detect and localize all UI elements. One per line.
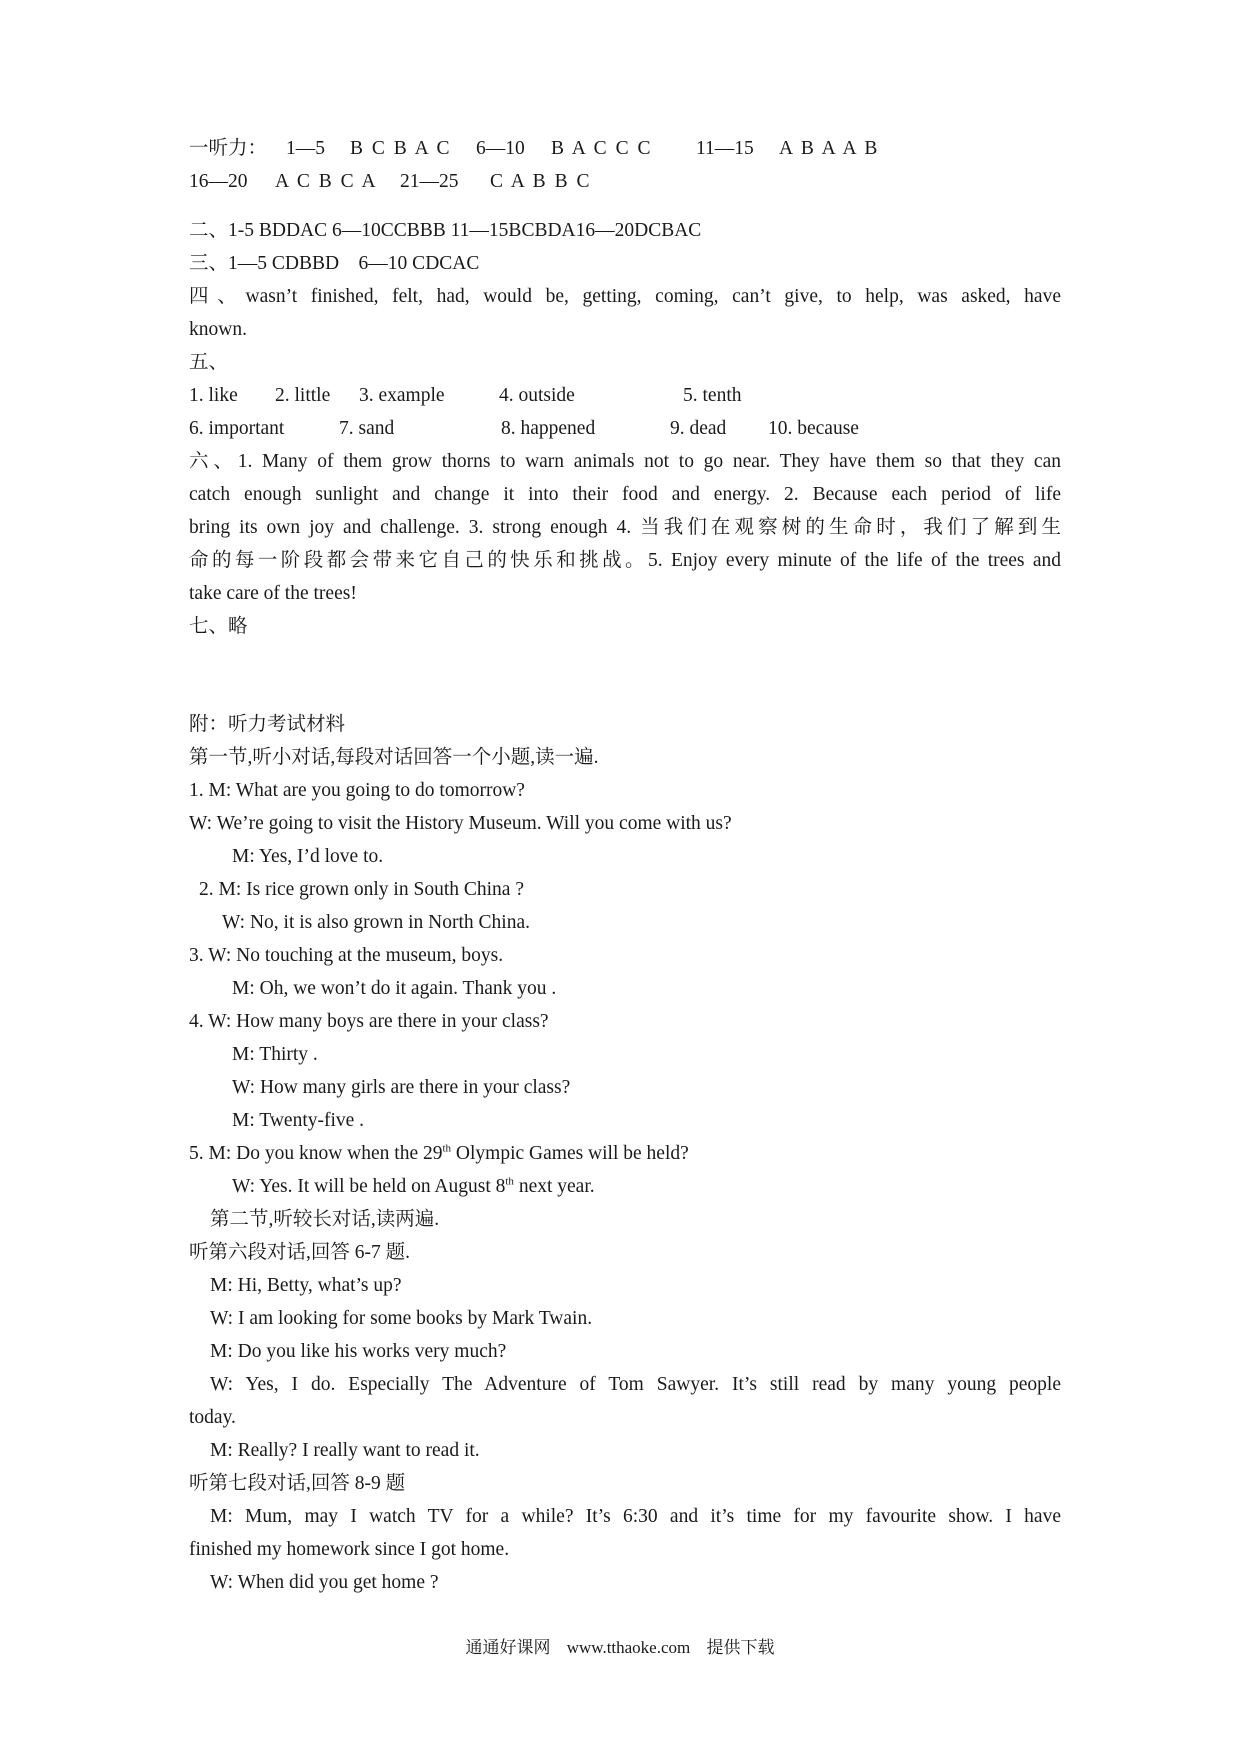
answers-21-25: C A B B C xyxy=(490,171,592,192)
section-6-answers: bring its own joy and challenge. 3. strong enough 4. 当我们在观察树的生命时，我们了解到生 xyxy=(189,517,1061,538)
dialogue-line: 2. M: Is rice grown only in South China ? xyxy=(199,879,524,900)
dialogue-line: W: I am looking for some books by Mark Twain. xyxy=(210,1308,593,1329)
range-21-25: 21—25 xyxy=(400,171,459,192)
dialogue-line: W: When did you get home ? xyxy=(210,1572,439,1593)
transcript-title: 附：听力考试材料 xyxy=(189,714,346,735)
section-4-answers-cont: known. xyxy=(189,319,247,340)
dialogue-line: W: We’re going to visit the History Museum. Will you come with us? xyxy=(189,813,732,834)
footer-site-name: 通通好课网 xyxy=(465,1638,551,1657)
word-answer: 1. like xyxy=(189,385,238,406)
dialogue-line xyxy=(232,1174,595,1200)
answers-6-10: B A C C C xyxy=(551,138,653,159)
dialogue-heading: 听第六段对话,回答 6-7 题. xyxy=(189,1242,410,1263)
word-answer: 2. little xyxy=(275,385,331,406)
word-answer: 6. important xyxy=(189,418,285,439)
range-16-20: 16—20 xyxy=(189,171,248,192)
dialogue-line: W: No, it is also grown in North China. xyxy=(222,912,531,933)
ordinal-suffix: th xyxy=(442,1142,452,1155)
section-2-answers: 二、1-5 BDDAC 6—10CCBBB 11—15BCBDA16—20DCBAC xyxy=(189,220,702,241)
range-1-5: 1—5 xyxy=(286,138,325,159)
dialogue-line: M: Really? I really want to read it. xyxy=(210,1440,480,1461)
dialogue-heading: 听第七段对话,回答 8-9 题 xyxy=(189,1473,406,1494)
dialogue-line: 1. M: What are you going to do tomorrow? xyxy=(189,780,525,801)
dialogue-line: W: Yes, I do. Especially The Adventure of Tom Sawyer. It’s still read by many young people xyxy=(210,1374,1061,1395)
dialogue-line: M: Hi, Betty, what’s up? xyxy=(210,1275,402,1296)
word-answer: 8. happened xyxy=(501,418,596,439)
dialogue-line: M: Yes, I’d love to. xyxy=(232,846,384,867)
dialogue-text: W: Yes. It will be held on August 8 xyxy=(232,1176,506,1197)
word-answer: 4. outside xyxy=(499,385,575,406)
dialogue-text: 5. M: Do you know when the 29 xyxy=(189,1143,443,1164)
footer-note: 提供下载 xyxy=(706,1638,775,1657)
dialogue-text: Olympic Games will be held? xyxy=(451,1143,689,1164)
dialogue-line: M: Thirty . xyxy=(232,1044,318,1065)
section-1-label: 一听力： xyxy=(189,138,268,159)
section-heading: 第一节,听小对话,每段对话回答一个小题,读一遍. xyxy=(189,747,599,768)
dialogue-line: M: Twenty-five . xyxy=(232,1110,365,1131)
dialogue-line: 3. W: No touching at the museum, boys. xyxy=(189,945,504,966)
section-4-answers: 四、wasn’t finished, felt, had, would be, getting, coming, can’t give, to help, was asked, have xyxy=(189,286,1061,307)
answers-1-5: B C B A C xyxy=(350,138,452,159)
section-6-answers: 命的每一阶段都会带来它自己的快乐和挑战。5. Enjoy every minute of the life of the trees and xyxy=(189,550,1061,571)
page-footer xyxy=(0,1636,1240,1660)
answers-11-15: A B A A B xyxy=(779,138,880,159)
section-3-answers: 三、1—5 CDBBD 6—10 CDCAC xyxy=(189,253,480,274)
word-answer: 9. dead xyxy=(670,418,727,439)
dialogue-line xyxy=(189,1141,689,1167)
section-heading: 第二节,听较长对话,读两遍. xyxy=(210,1209,440,1230)
dialogue-line: W: How many girls are there in your class? xyxy=(232,1077,571,1098)
section-6-answers: take care of the trees! xyxy=(189,583,357,604)
section-6-answers: 六、1. Many of them grow thorns to warn animals not to go near. They have them so that they can xyxy=(189,451,1061,472)
range-6-10: 6—10 xyxy=(476,138,525,159)
answers-16-20: A C B C A xyxy=(275,171,378,192)
word-answer: 7. sand xyxy=(339,418,395,439)
section-5-label: 五、 xyxy=(189,352,229,373)
dialogue-line: M: Oh, we won’t do it again. Thank you . xyxy=(232,978,557,999)
ordinal-suffix: th xyxy=(505,1175,514,1188)
dialogue-line: 4. W: How many boys are there in your class? xyxy=(189,1011,549,1032)
dialogue-line: M: Mum, may I watch TV for a while? It’s 6:30 and it’s time for my favourite show. I have xyxy=(210,1506,1061,1527)
word-answer: 3. example xyxy=(359,385,445,406)
dialogue-line: today. xyxy=(189,1407,236,1428)
section-6-answers: catch enough sunlight and change it into their food and energy. 2. Because each period of life xyxy=(189,484,1061,505)
dialogue-line: finished my homework since I got home. xyxy=(189,1539,510,1560)
footer-url[interactable]: www.tthaoke.com xyxy=(566,1638,691,1657)
word-answer: 5. tenth xyxy=(683,385,742,406)
dialogue-text: next year. xyxy=(513,1176,595,1197)
word-answer: 10. because xyxy=(768,418,859,439)
section-7-answer: 七、略 xyxy=(189,616,248,637)
range-11-15: 11—15 xyxy=(696,138,754,159)
dialogue-line: M: Do you like his works very much? xyxy=(210,1341,507,1362)
